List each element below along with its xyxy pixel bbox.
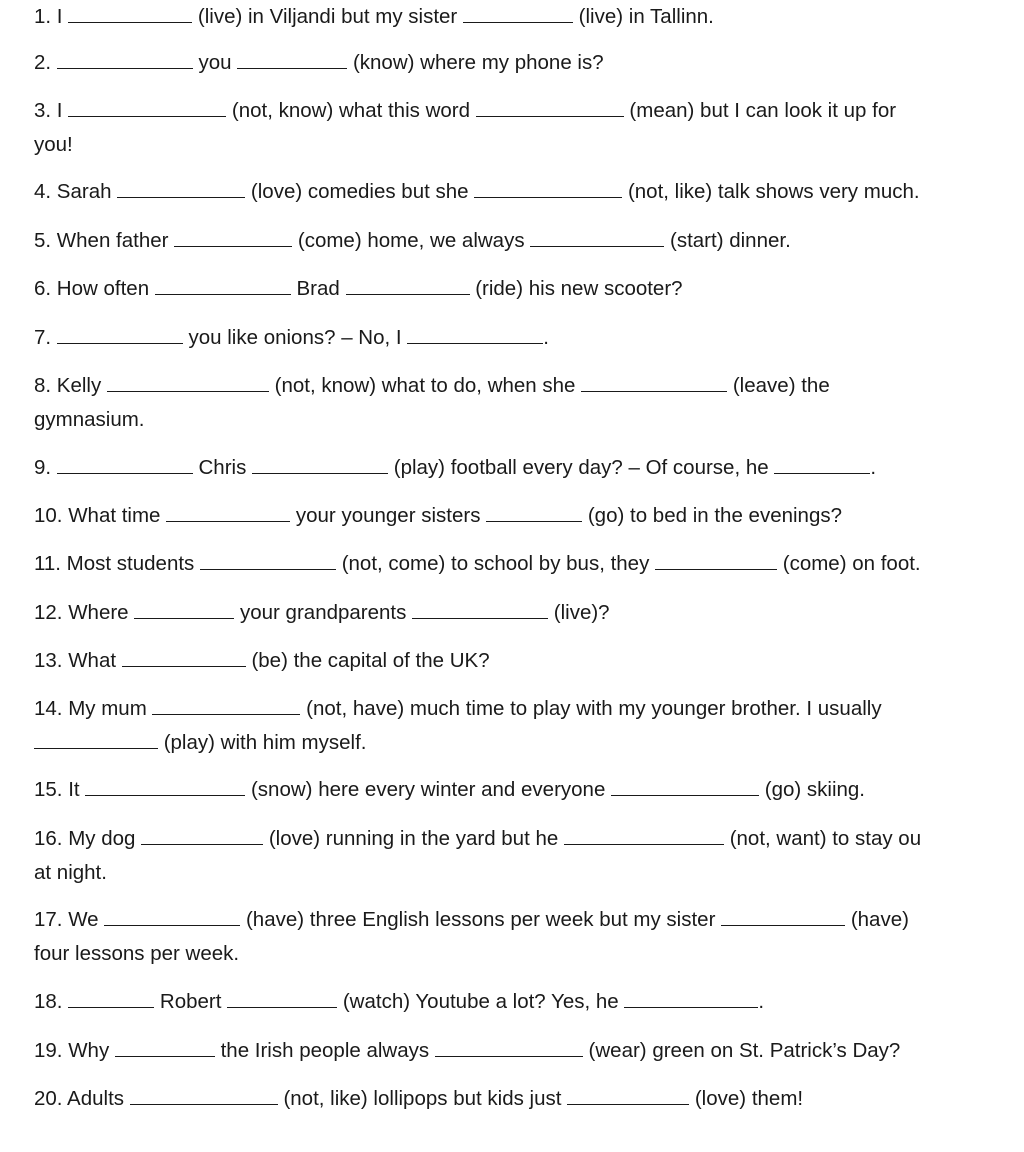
item-text: Chris bbox=[198, 456, 253, 479]
item-text: (ride) his new scooter? bbox=[475, 277, 683, 300]
item-prefix: 12. Where bbox=[34, 601, 135, 624]
item-text: (not, have) much time to play with my younger brother. I usually bbox=[306, 697, 882, 720]
item-text: (go) to bed in the evenings? bbox=[587, 504, 843, 527]
item-prefix: 3. I bbox=[34, 99, 69, 122]
answer-blank[interactable] bbox=[435, 1037, 583, 1057]
exercise-item bbox=[34, 94, 1024, 127]
answer-blank[interactable] bbox=[655, 550, 777, 570]
exercise-item bbox=[34, 773, 1024, 806]
answer-blank[interactable] bbox=[57, 324, 183, 344]
answer-blank[interactable] bbox=[107, 372, 269, 392]
exercise-item bbox=[34, 175, 1024, 208]
answer-blank[interactable] bbox=[115, 1037, 215, 1057]
answer-blank[interactable] bbox=[104, 906, 240, 926]
exercise-item bbox=[34, 0, 1024, 33]
item-text: (snow) here every winter and everyone bbox=[250, 778, 612, 801]
exercise-item bbox=[34, 369, 1024, 402]
answer-blank[interactable] bbox=[581, 372, 727, 392]
exercise-item bbox=[34, 547, 1024, 580]
item-prefix: 4. Sarah bbox=[34, 180, 118, 203]
item-text: (start) dinner. bbox=[670, 229, 791, 252]
item-text: (live) in Viljandi but my sister bbox=[197, 5, 463, 28]
item-prefix: 5. When father bbox=[34, 229, 175, 252]
item-text: (play) football every day? – Of course, he bbox=[393, 456, 775, 479]
exercise-item bbox=[34, 321, 1024, 354]
exercise-item bbox=[34, 46, 1024, 79]
item-text: . bbox=[543, 326, 549, 349]
item-text: . bbox=[870, 456, 877, 479]
answer-blank[interactable] bbox=[85, 776, 245, 796]
item-text: (not, know) what to do, when she bbox=[274, 374, 582, 397]
answer-blank[interactable] bbox=[474, 178, 622, 198]
answer-blank[interactable] bbox=[130, 1085, 278, 1105]
item-text: (not, like) lollipops but kids just bbox=[283, 1087, 568, 1110]
answer-blank[interactable] bbox=[200, 550, 336, 570]
answer-blank[interactable] bbox=[34, 729, 158, 749]
answer-blank[interactable] bbox=[68, 3, 192, 23]
item-text: (know) where my phone is? bbox=[352, 51, 604, 74]
item-text: (live)? bbox=[553, 601, 610, 624]
item-text: (not, want) to stay ou bbox=[729, 827, 922, 850]
item-continuation bbox=[34, 726, 366, 759]
exercise-item bbox=[34, 1034, 1024, 1067]
item-text: you like onions? – No, I bbox=[188, 326, 408, 349]
answer-blank[interactable] bbox=[68, 97, 226, 117]
item-prefix: 10. What time bbox=[34, 504, 167, 527]
exercise-item bbox=[34, 1082, 1024, 1115]
item-text: your grandparents bbox=[239, 601, 413, 624]
exercise-item bbox=[34, 451, 1024, 484]
item-text: (watch) Youtube a lot? Yes, he bbox=[342, 990, 625, 1013]
answer-blank[interactable] bbox=[407, 324, 543, 344]
item-text: (come) on foot. bbox=[782, 552, 921, 575]
item-text: . bbox=[758, 990, 765, 1013]
answer-blank[interactable] bbox=[122, 647, 246, 667]
item-prefix: 1. I bbox=[34, 5, 69, 28]
item-prefix: 2. bbox=[34, 51, 57, 74]
item-prefix: 6. How often bbox=[34, 277, 155, 300]
answer-blank[interactable] bbox=[611, 776, 759, 796]
item-continuation: at night. bbox=[34, 861, 107, 884]
item-prefix: 18. bbox=[34, 990, 69, 1013]
item-text: your younger sisters bbox=[295, 504, 487, 527]
exercise-item bbox=[34, 224, 1024, 257]
answer-blank[interactable] bbox=[624, 988, 758, 1008]
exercise-item bbox=[34, 822, 1024, 855]
item-prefix: 7. bbox=[34, 326, 57, 349]
answer-blank[interactable] bbox=[774, 454, 870, 474]
item-text: (love) comedies but she bbox=[250, 180, 475, 203]
item-prefix: 19. Why bbox=[34, 1039, 115, 1062]
answer-blank[interactable] bbox=[57, 49, 193, 69]
item-text: Brad bbox=[296, 277, 346, 300]
answer-blank[interactable] bbox=[252, 454, 388, 474]
item-prefix: 14. My mum bbox=[34, 697, 153, 720]
item-text: (come) home, we always bbox=[297, 229, 531, 252]
item-text: (not, like) talk shows very much. bbox=[627, 180, 920, 203]
answer-blank[interactable] bbox=[57, 454, 193, 474]
item-text: (not, know) what this word bbox=[231, 99, 476, 122]
item-prefix: 20. Adults bbox=[34, 1087, 130, 1110]
answer-blank[interactable] bbox=[152, 695, 300, 715]
exercise-item bbox=[34, 692, 1024, 725]
item-text: (have) bbox=[850, 908, 909, 931]
item-text: (wear) green on St. Patrick’s Day? bbox=[588, 1039, 901, 1062]
answer-blank[interactable] bbox=[227, 988, 337, 1008]
item-text: (leave) the bbox=[732, 374, 830, 397]
item-prefix: 16. My dog bbox=[34, 827, 142, 850]
item-continuation: gymnasium. bbox=[34, 408, 145, 431]
answer-blank[interactable] bbox=[412, 599, 548, 619]
item-text: the Irish people always bbox=[220, 1039, 435, 1062]
answer-blank[interactable] bbox=[463, 3, 573, 23]
answer-blank[interactable] bbox=[141, 825, 263, 845]
item-prefix: 8. Kelly bbox=[34, 374, 107, 397]
item-text: (be) the capital of the UK? bbox=[251, 649, 490, 672]
answer-blank[interactable] bbox=[117, 178, 245, 198]
answer-blank[interactable] bbox=[476, 97, 624, 117]
answer-blank[interactable] bbox=[567, 1085, 689, 1105]
item-text: you bbox=[198, 51, 238, 74]
item-continuation: four lessons per week. bbox=[34, 942, 240, 965]
exercise-item bbox=[34, 272, 1024, 305]
item-text: (mean) but I can look it up for bbox=[629, 99, 897, 122]
answer-blank[interactable] bbox=[721, 906, 845, 926]
item-text: (live) in Tallinn. bbox=[578, 5, 714, 28]
item-continuation: you! bbox=[34, 133, 73, 156]
answer-blank[interactable] bbox=[68, 988, 154, 1008]
item-prefix: 15. It bbox=[34, 778, 86, 801]
item-text: (play) with him myself. bbox=[163, 731, 367, 754]
answer-blank[interactable] bbox=[564, 825, 724, 845]
item-text: (love) them! bbox=[694, 1087, 804, 1110]
item-text: (love) running in the yard but he bbox=[268, 827, 564, 850]
answer-blank[interactable] bbox=[346, 275, 470, 295]
answer-blank[interactable] bbox=[155, 275, 291, 295]
answer-blank[interactable] bbox=[134, 599, 234, 619]
answer-blank[interactable] bbox=[174, 227, 292, 247]
item-prefix: 17. We bbox=[34, 908, 105, 931]
exercise-item bbox=[34, 985, 1024, 1018]
item-text: Robert bbox=[159, 990, 228, 1013]
item-prefix: 9. bbox=[34, 456, 57, 479]
answer-blank[interactable] bbox=[486, 502, 582, 522]
item-prefix: 11. Most students bbox=[34, 552, 200, 575]
exercise-item bbox=[34, 499, 1024, 532]
item-text: (have) three English lessons per week but my sister bbox=[245, 908, 722, 931]
answer-blank[interactable] bbox=[237, 49, 347, 69]
exercise-item bbox=[34, 644, 1024, 677]
exercise-item bbox=[34, 903, 1024, 936]
answer-blank[interactable] bbox=[166, 502, 290, 522]
answer-blank[interactable] bbox=[530, 227, 664, 247]
item-text: (go) skiing. bbox=[764, 778, 866, 801]
exercise-item bbox=[34, 596, 1024, 629]
item-prefix: 13. What bbox=[34, 649, 122, 672]
item-text: (not, come) to school by bus, they bbox=[341, 552, 656, 575]
